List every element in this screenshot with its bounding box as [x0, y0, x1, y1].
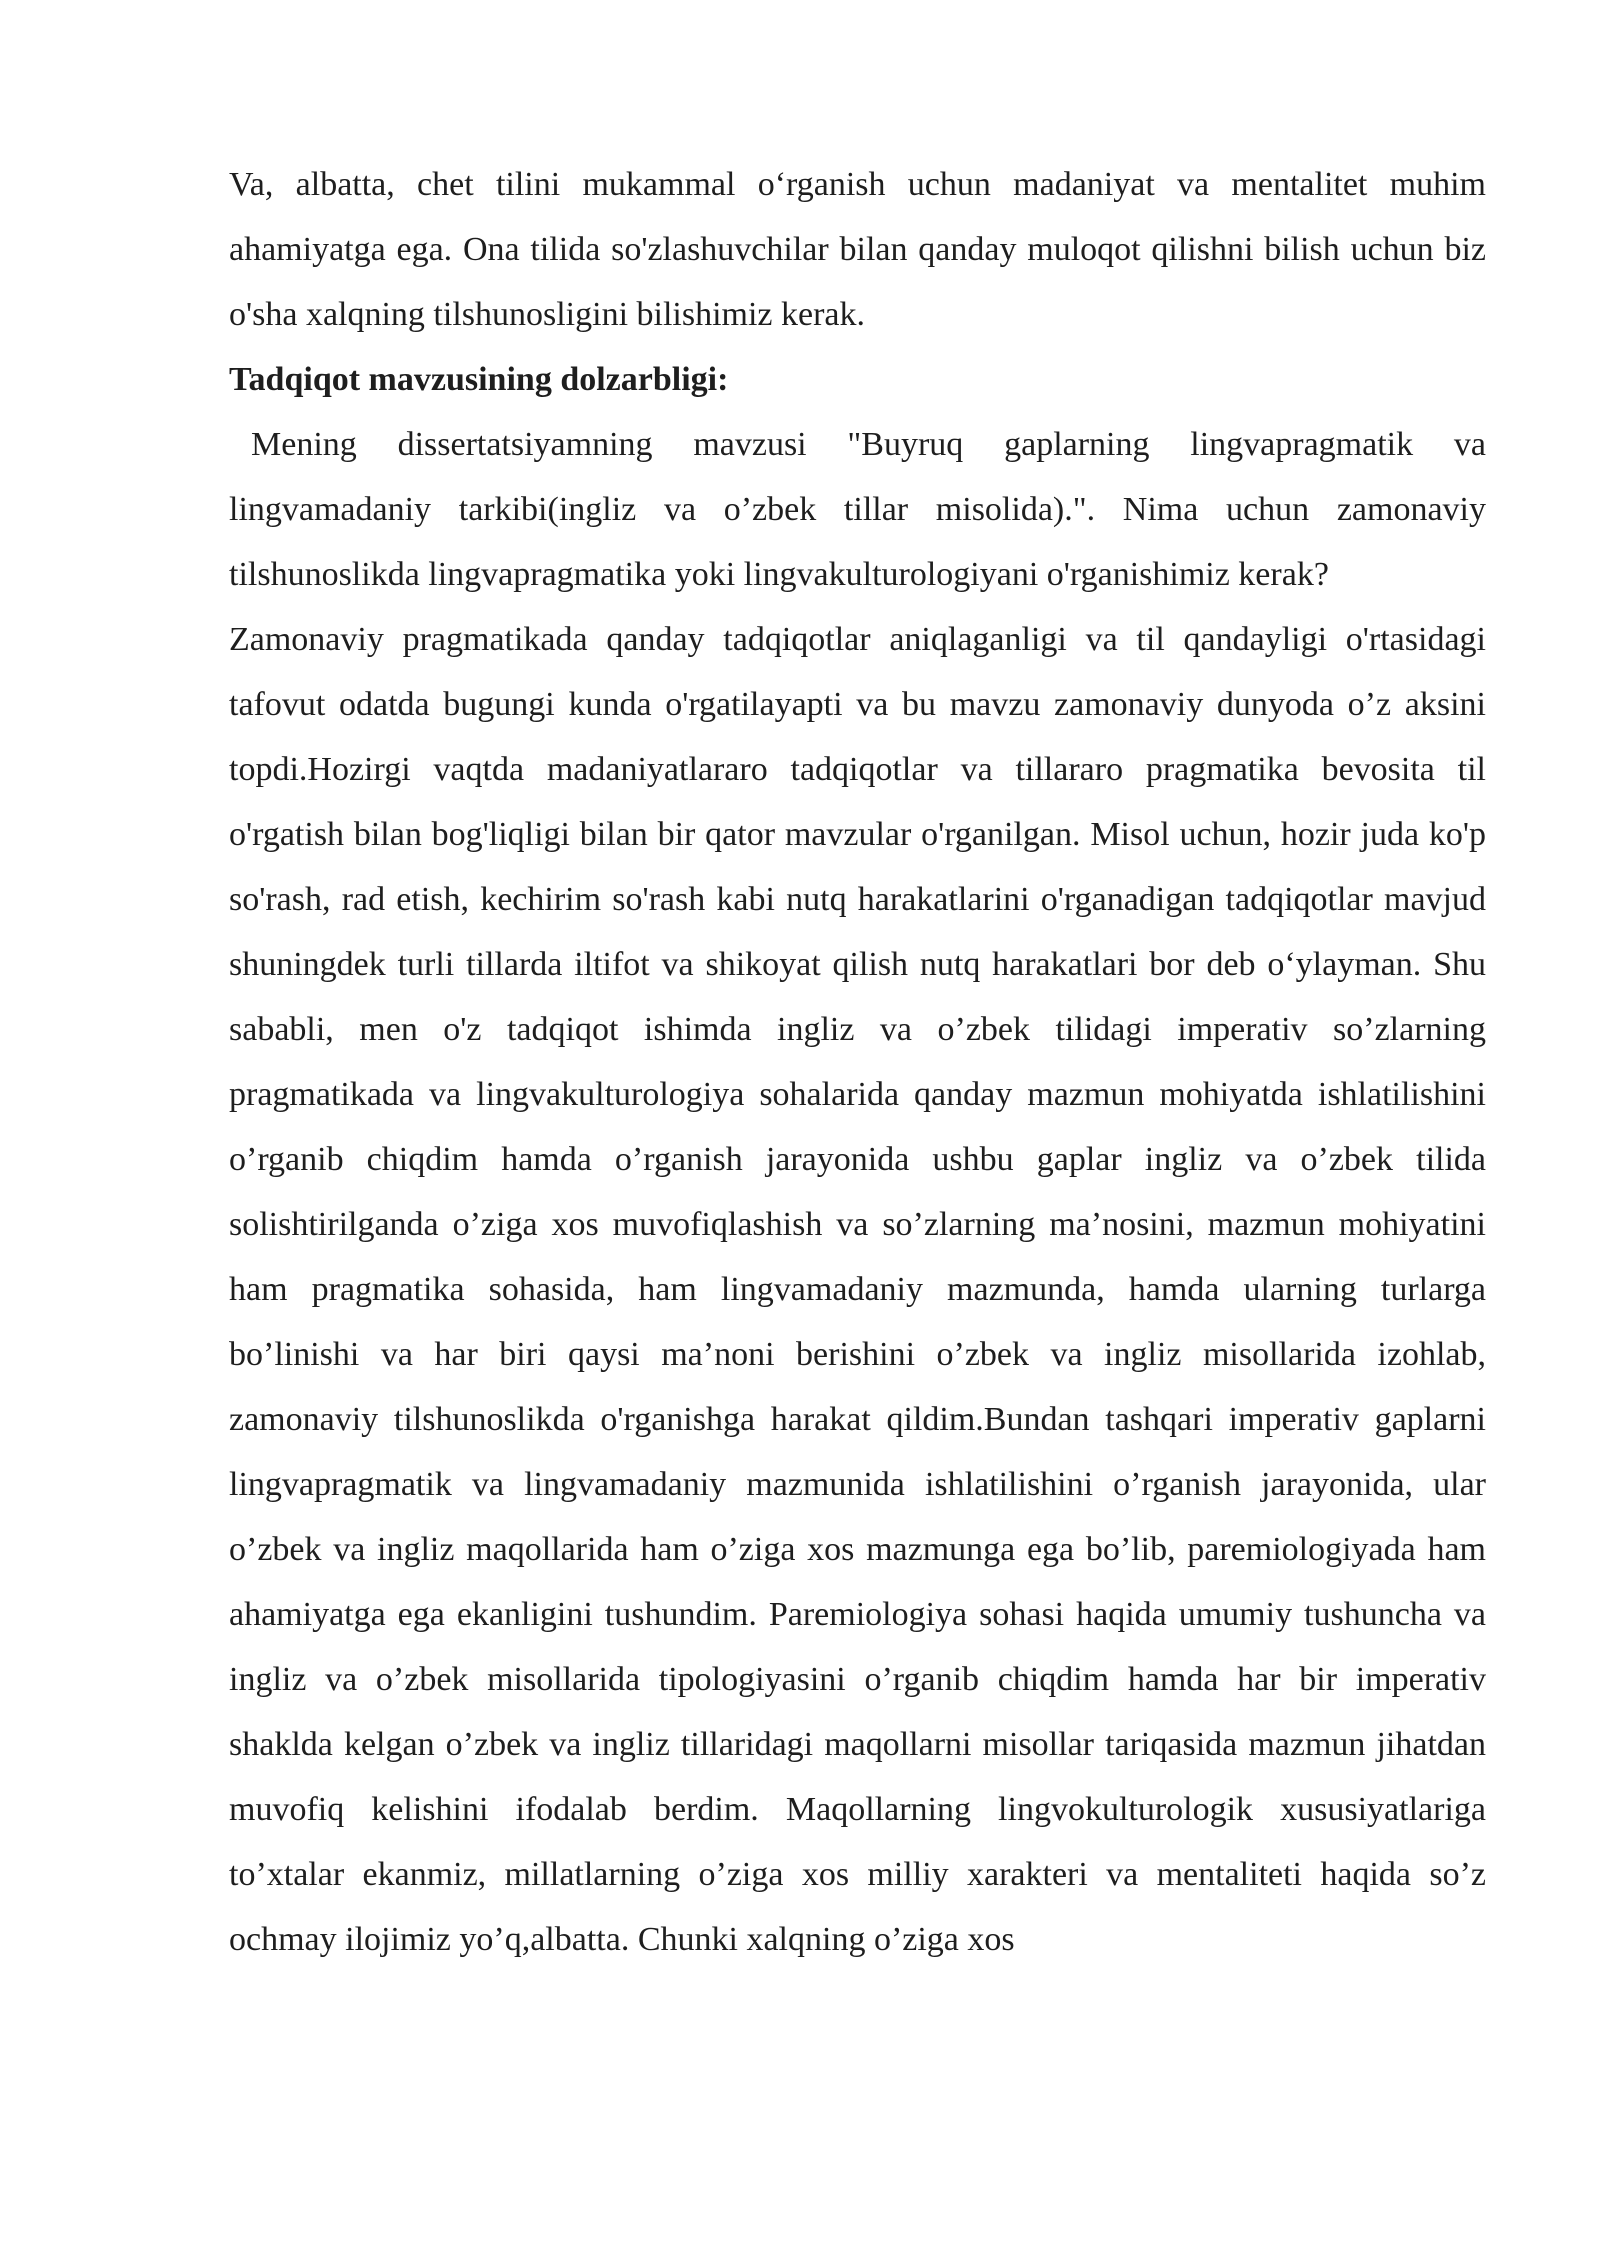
document-body: [229, 152, 1486, 1972]
body-paragraph: Mening dissertatsiyamning mavzusi "Buyruq gaplarning lingvapragmatik va lingvamadaniy tarkibi(ingliz va o’zbek tillar misolida).". Nima uchun zamonaviy tilshunoslikda lingvapragmatika yoki lingvakulturologiyani o'rganishimiz kerak?: [229, 426, 1486, 593]
section-heading: Tadqiqot mavzusining dolzarbligi:: [229, 361, 729, 398]
intro-paragraph: Va, albatta, chet tilini mukammal o‘rganish uchun madaniyat va mentalitet muhim ahamiyatga ega. Ona tilida so'zlashuvchilar bilan qanday muloqot qilishni bilish uchun biz o'sha xalqning tilshunosligini bilishimiz kerak.: [229, 166, 1486, 333]
body-paragraph: Zamonaviy pragmatikada qanday tadqiqotlar aniqlaganligi va til qandayligi o'rtasidagi tafovut odatda bugungi kunda o'rgatilayapti va bu mavzu zamonaviy dunyoda o’z aksini topdi.Hozirgi vaqtda madaniyatlararo tadqiqotlar va tillararo pragmatika bevosita til o'rgatish bilan bog'liqligi bilan bir qator mavzular o'rganilgan. Misol uchun, hozir juda ko'p so'rash, rad etish, kechirim so'rash kabi nutq harakatlarini o'rganadigan tadqiqotlar mavjud shuningdek turli tillarda iltifot va shikoyat qilish nutq harakatlari bor deb o‘ylayman. Shu sababli, men o'z tadqiqot ishimda ingliz va o’zbek tilidagi imperativ so’zlarning pragmatikada va lingvakulturologiya sohalarida qanday mazmun mohiyatda ishlatilishini o’rganib chiqdim hamda o’rganish jarayonida ushbu gaplar ingliz va o’zbek tilida solishtirilganda o’ziga xos muvofiqlashish va so’zlarning ma’nosini, mazmun mohiyatini ham pragmatika sohasida, ham lingvamadaniy mazmunda, hamda ularning turlarga bo’linishi va har biri qaysi ma’noni berishini o’zbek va ingliz misollarida izohlab, zamonaviy tilshunoslikda o'rganishga harakat qildim.Bundan tashqari imperativ gaplarni lingvapragmatik va lingvamadaniy mazmunida ishlatilishini o’rganish jarayonida, ular o’zbek va ingliz maqollarida ham o’ziga xos mazmunga ega bo’lib, paremiologiyada ham ahamiyatga ega ekanligini tushundim. Paremiologiya sohasi haqida umumiy tushuncha va ingliz va o’zbek misollarida tipologiyasini o’rganib chiqdim hamda har bir imperativ shaklda kelgan o’zbek va ingliz tillaridagi maqollarni misollar tariqasida mazmun jihatdan muvofiq kelishini ifodalab berdim. Maqollarning lingvokulturologik xususiyatlariga to’xtalar ekanmiz, millatlarning o’ziga xos milliy xarakteri va mentaliteti haqida so’z ochmay ilojimiz yo’q,albatta. Chunki xalqning o’ziga xos: [229, 621, 1486, 1958]
